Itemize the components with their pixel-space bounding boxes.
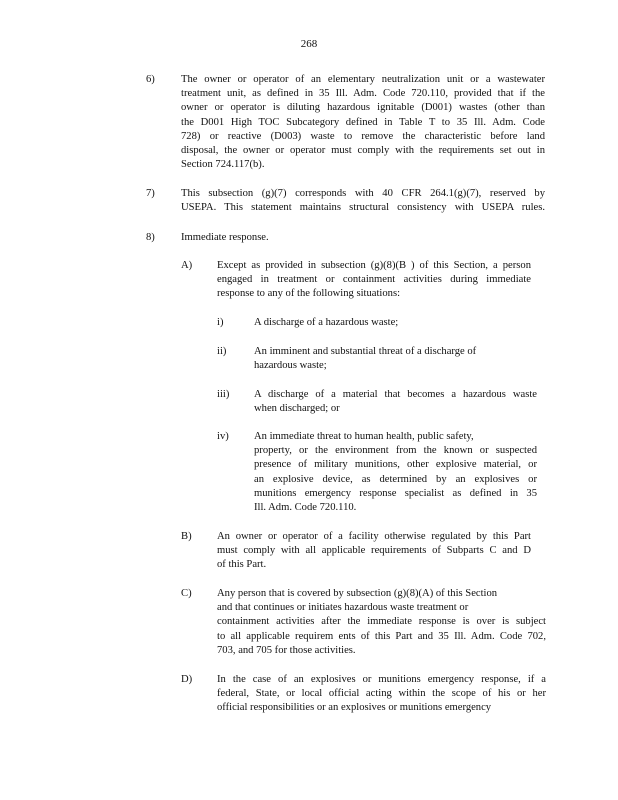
text-line: presence of military munitions, other explosive material, or bbox=[254, 459, 537, 471]
clause-text bbox=[254, 316, 537, 330]
text-line: Except as provided in subsection (g)(8)(B ) of this Section, a person bbox=[217, 260, 531, 271]
subparagraph-label: C) bbox=[181, 588, 192, 599]
text-line: engaged in treatment or containment activities during immediate bbox=[217, 274, 531, 286]
text-line: official responsibilities or an explosives or munitions emergency bbox=[217, 702, 492, 714]
text-line: An owner or operator of a facility otherwise regulated by this Part bbox=[217, 531, 531, 542]
text-line: when discharged; or bbox=[254, 403, 340, 415]
clause-text bbox=[254, 345, 537, 373]
text-line: This subsection (g)(7) corresponds with 40 CFR 264.1(g)(7), reserved by bbox=[181, 188, 545, 199]
text-line: must comply with all applicable requirements of Subparts C and D bbox=[217, 545, 531, 557]
text-line: response to any of the following situations: bbox=[217, 288, 401, 300]
subsection-text bbox=[181, 231, 545, 245]
clause-text bbox=[254, 430, 537, 515]
text-line: The owner or operator of an elementary neutralization unit or a wastewater bbox=[181, 74, 545, 85]
text-line: of this Part. bbox=[217, 559, 267, 571]
text-line: 703, and 705 for those activities. bbox=[217, 644, 356, 656]
subsection-label: 8) bbox=[146, 232, 155, 243]
subsection-label: 6) bbox=[146, 74, 155, 85]
text-line: and that continues or initiates hazardous waste treatment or bbox=[217, 602, 469, 614]
subparagraph-label: A) bbox=[181, 260, 193, 271]
text-line: disposal, the owner or operator must comply with the requirements set out in bbox=[181, 145, 545, 157]
text-line: munitions emergency response specialist as defined in 35 bbox=[254, 487, 537, 499]
text-line: Immediate response. bbox=[181, 232, 269, 243]
subparagraph-label: B) bbox=[181, 531, 192, 542]
clause-label: ii) bbox=[217, 346, 227, 357]
clause-label: iv) bbox=[217, 431, 229, 442]
subparagraph-text bbox=[217, 259, 531, 302]
text-line: USEPA. This statement maintains structural consistency with USEPA rules. bbox=[181, 202, 545, 214]
subparagraph-text bbox=[217, 673, 546, 716]
text-line: hazardous waste; bbox=[254, 360, 327, 372]
subparagraph-text bbox=[217, 587, 546, 658]
text-line: Ill. Adm. Code 720.110. bbox=[254, 502, 357, 514]
text-line: A discharge of a material that becomes a hazardous waste bbox=[254, 389, 537, 400]
text-line: An imminent and substantial threat of a discharge of bbox=[254, 346, 477, 357]
text-line: An immediate threat to human health, public safety, bbox=[254, 431, 474, 442]
subparagraph-text bbox=[217, 530, 531, 573]
text-line: to all applicable requirem ents of this Part and 35 Ill. Adm. Code 702, bbox=[217, 630, 546, 642]
text-line: treatment unit, as defined in 35 Ill. Adm. Code 720.110, provided that if the bbox=[181, 88, 545, 100]
text-line: 728) or reactive (D003) waste to remove the characteristic before land bbox=[181, 130, 545, 142]
page-number: 268 bbox=[300, 38, 318, 50]
clause-label: iii) bbox=[217, 389, 230, 400]
text-line: In the case of an explosives or munitions emergency response, if a bbox=[217, 674, 546, 685]
text-line: federal, State, or local official acting within the scope of his or her bbox=[217, 688, 546, 700]
text-line: Any person that is covered by subsection (g)(8)(A) of this Section bbox=[217, 588, 498, 599]
subsection-text bbox=[181, 187, 545, 215]
text-line: an explosive device, as determined by an explosives or bbox=[254, 473, 537, 485]
text-line: the D001 High TOC Subcategory defined in Table T to 35 Ill. Adm. Code bbox=[181, 116, 545, 128]
subsection-label: 7) bbox=[146, 188, 155, 199]
text-line: A discharge of a hazardous waste; bbox=[254, 317, 399, 328]
text-line: containment activities after the immediate response is over is subject bbox=[217, 616, 546, 628]
subsection-text bbox=[181, 73, 545, 172]
subparagraph-label: D) bbox=[181, 674, 193, 685]
text-line: Section 724.117(b). bbox=[181, 159, 265, 171]
clause-label: i) bbox=[217, 317, 224, 328]
text-line: property, or the environment from the known or suspected bbox=[254, 445, 537, 457]
clause-text bbox=[254, 388, 537, 416]
text-line: owner or operator is diluting hazardous ignitable (D001) wastes (other than bbox=[181, 102, 545, 114]
